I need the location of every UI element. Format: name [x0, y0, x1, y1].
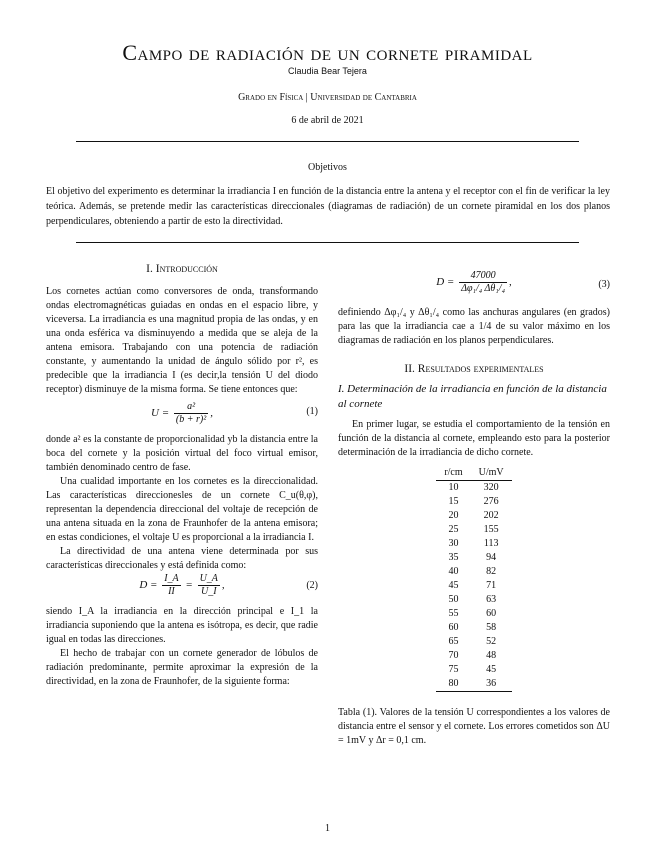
eq2-den1: II	[168, 586, 175, 597]
cell-voltage: 45	[486, 664, 497, 675]
cell-voltage: 52	[486, 636, 497, 647]
cell-voltage: 58	[486, 622, 497, 633]
eq3-denominator: Δφ₁/₄ Δθ₁/₄	[461, 283, 506, 294]
top-rule	[76, 141, 579, 142]
eq1-number: (1)	[306, 406, 318, 417]
page-number: 1	[325, 823, 330, 834]
results-paragraph-2: En primer lugar, se estudia el comportamiento de la tensión en función de la distancia al cornete, empleando esto para la posterior determinación de la irradiancia de dicho cornete.	[338, 419, 610, 458]
abstract-text: El objetivo del experimento es determinar la irradiancia I en función de la distancia entre la antena y el receptor con el fin de verificar la ley teórica. Además, se pretende medir las características direccionales (diagramas de radiación) de un cornete piramidal en los dos planos perpendiculares, obteniendo a partir de esto la directividad.	[46, 186, 610, 227]
cell-voltage: 320	[483, 482, 499, 493]
cell-voltage: 48	[486, 650, 497, 661]
paper-title: Campo de radiación de un cornete piramidal	[122, 40, 533, 65]
author: Claudia Bear Tejera	[288, 66, 367, 76]
intro-paragraph-3: Una cualidad importante en los cornetes es la direccionalidad. Las características direccionesles de un cornete C_u(θ,φ), representan la dependencia direccional del voltaje de recepción de una antena situada en la zona de Fraunhofer de la antena emisora; en estas condiciones, el voltaje U es proporcional a la irradiancia I.	[46, 476, 318, 543]
cell-distance: 45	[448, 580, 459, 591]
abstract-heading: Objetivos	[308, 162, 347, 173]
cell-voltage: 94	[486, 552, 497, 563]
table-row	[436, 579, 511, 593]
eq2-number: (2)	[306, 580, 318, 591]
table-row	[436, 565, 511, 579]
intro-paragraph-6: El hecho de trabajar con un cornete generador de lóbulos de radiación predominante, permite aproximar la expresión de la directividad, en la zona de Fraunhofer, de la siguiente forma:	[46, 648, 318, 687]
eq3-numerator: 47000	[459, 270, 507, 283]
table-row	[436, 607, 511, 621]
table-header-row	[436, 466, 511, 481]
table-row	[436, 635, 511, 649]
eq2-lhs: D =	[139, 579, 158, 592]
table-row	[436, 621, 511, 635]
cell-distance: 25	[448, 524, 459, 535]
eq1-numerator: a²	[174, 401, 208, 414]
cell-voltage: 113	[483, 538, 499, 549]
table-row	[436, 481, 511, 496]
table-row	[436, 509, 511, 523]
table-row	[436, 649, 511, 663]
affiliation: Grado en Física | Universidad de Cantabria	[238, 92, 417, 103]
cell-voltage: 60	[486, 608, 497, 619]
eq2-num2: U_A	[199, 573, 218, 584]
table-header-u: U/mV	[471, 466, 512, 481]
cell-voltage: 63	[486, 594, 497, 605]
eq1-denominator: (b + r)²	[175, 414, 207, 425]
table-row	[436, 523, 511, 537]
table-caption: Tabla (1). Valores de la tensión U correspondientes a los valores de distancia entre el sensor y el cornete. Los errores cometidos son ΔU = 1mV y Δr = 0,1 cm.	[338, 707, 610, 746]
cell-distance: 70	[448, 650, 459, 661]
cell-voltage: 71	[486, 580, 497, 591]
equation-1: U = $\frac{\text{a²}}{\text{(b + r)²}}$ , (1)	[151, 401, 318, 425]
cell-distance: 60	[448, 622, 459, 633]
cell-voltage: 202	[483, 510, 499, 521]
eq3-number: (3)	[598, 279, 610, 290]
cell-distance: 50	[448, 594, 459, 605]
cell-distance: 75	[448, 664, 459, 675]
section-heading-introduccion: I. Introducción	[146, 263, 218, 275]
cell-voltage: 36	[471, 677, 512, 692]
date: 6 de abril de 2021	[291, 115, 364, 126]
equation-3: D = $\frac{47000}{\text{Δφ₁/₄ Δθ₁/₄}}$ , (3)	[436, 270, 610, 294]
abstract-bottom-rule	[76, 242, 579, 243]
cell-voltage: 276	[483, 496, 499, 507]
cell-distance: 10	[448, 482, 459, 493]
eq2-num1: I_A	[164, 573, 179, 584]
left-column	[46, 262, 318, 689]
table-row	[436, 677, 511, 692]
cell-distance: 80	[436, 677, 470, 692]
intro-paragraph-4: La directividad de una antena viene determinada por sus características direccionales y está definida como:	[46, 546, 318, 571]
cell-voltage: 82	[486, 566, 497, 577]
right-column	[338, 270, 610, 748]
table-row	[436, 551, 511, 565]
eq3-lhs: D =	[436, 276, 455, 289]
cell-distance: 15	[448, 496, 459, 507]
cell-distance: 55	[448, 608, 459, 619]
eq1-lhs: U =	[151, 407, 170, 420]
intro-paragraph-2: donde a² es la constante de proporcionalidad yb la distancia entre la boca del cornete y la posición virtual del foco virtual emisor, también denominado centro de fase.	[46, 434, 318, 473]
data-table	[436, 466, 511, 692]
intro-paragraph-5: siendo I_A la irradiancia en la dirección principal e I_1 la irradiancia suponiendo que la antena es isótropa, es decir, que radie igual en todas las direcciones.	[46, 606, 318, 645]
eq2-den2: U_I	[200, 586, 217, 597]
table-row	[436, 663, 511, 677]
table-row	[436, 495, 511, 509]
section-heading-resultados: II. Resultados experimentales	[404, 363, 544, 375]
cell-voltage: 155	[483, 524, 499, 535]
cell-distance: 65	[448, 636, 459, 647]
table-row	[436, 593, 511, 607]
cell-distance: 30	[448, 538, 459, 549]
cell-distance: 35	[448, 552, 459, 563]
subsection-heading: I. Determinación de la irradiancia en función de la distancia al cornete	[338, 383, 607, 410]
table-body	[436, 481, 511, 692]
table-header-r: r/cm	[436, 466, 470, 481]
intro-paragraph-1: Los cornetes actúan como conversores de onda, transformando ondas electromagnéticas guiadas en ondas en el espacio libre, y viceversa. La irradiancia es una magnitud propia de las ondas, y en una onda esférica va disminuyendo a medida que se aleja de la antena emisora. Trabajando con una potencia de radiación constante, y aumentando la unidad de ángulo sólido por r², es predecible que la irradiancia I (es decir,la tensión U del diodo receptor) disminuye de la misma forma. Se tiene entonces que:	[46, 286, 318, 395]
table-row	[436, 537, 511, 551]
cell-distance: 20	[448, 510, 459, 521]
cell-distance: 40	[448, 566, 459, 577]
equation-2: D = $\frac{I\_A}{II}$ = $\frac{U\_A}{U\_I}$ , (2)	[139, 573, 318, 597]
results-paragraph-1: definiendo Δφ₁/₄ y Δθ₁/₄ como las anchuras angulares (en grados) para las que la irradiancia cae a 1/4 de su valor máximo en los diagramas de radiación en los planos perpendiculares.	[338, 307, 610, 346]
